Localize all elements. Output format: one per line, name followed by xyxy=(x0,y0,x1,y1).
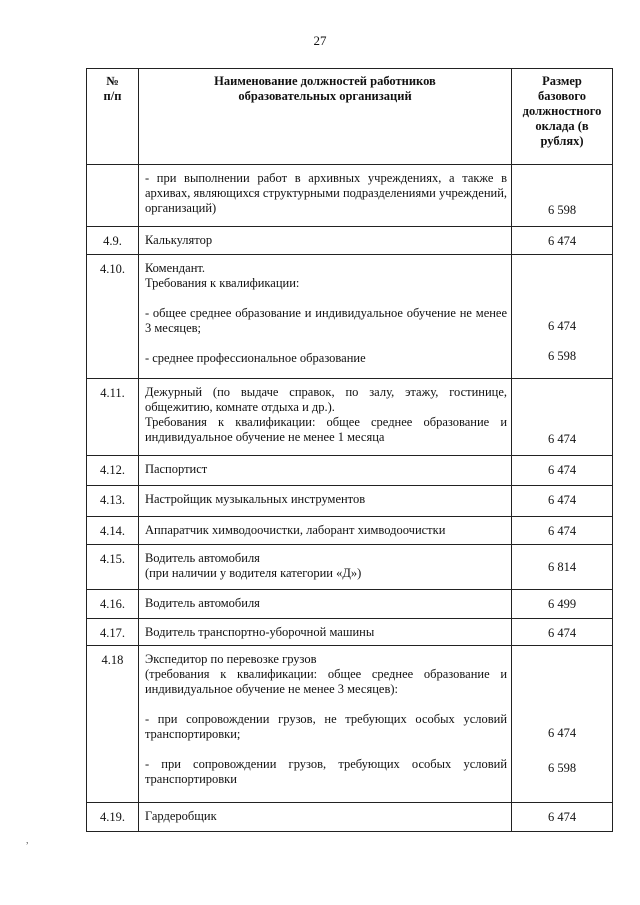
position-name xyxy=(138,255,511,379)
salary-value: 6 474 xyxy=(512,227,613,255)
position-name: Паспортист xyxy=(138,456,511,486)
qualification-text: Требования к квалификации: общее среднее образование и индивидуальное обучение не менее 1 месяца xyxy=(144,415,508,444)
position-name xyxy=(138,545,511,590)
salary-value: 6 474 xyxy=(512,619,613,646)
header-salary: Размер базового должностного оклада (в рублях) xyxy=(512,69,613,165)
table-row xyxy=(87,590,613,619)
salary-value: 6 499 xyxy=(512,590,613,619)
row-number: 4.14. xyxy=(87,517,139,545)
table-row xyxy=(87,486,613,517)
table-header-row xyxy=(87,69,613,165)
position-title: Экспедитор по перевозке грузов xyxy=(144,652,317,666)
salary-value: 6 474 xyxy=(512,486,613,517)
position-name: Аппаратчик химводоочистки, лаборант химводоочистки xyxy=(138,517,511,545)
position-name: Настройщик музыкальных инструментов xyxy=(138,486,511,517)
salary-cell xyxy=(512,255,613,379)
salary-cell xyxy=(512,165,613,227)
position-name: Гардеробщик xyxy=(138,803,511,832)
position-name xyxy=(138,165,511,227)
table-row xyxy=(87,227,613,255)
salary-value: 6 598 xyxy=(547,761,577,775)
qualification-item: - при сопровождении грузов, не требующих особых условий транспортировки; xyxy=(144,712,508,741)
qualification-text: (требования к квалификации: общее среднее образование и индивидуальное обучение не менее 3 месяцев): xyxy=(144,667,508,696)
salary-value: 6 598 xyxy=(547,203,577,217)
table-row xyxy=(87,165,613,227)
position-name: Водитель транспортно-уборочной машины xyxy=(138,619,511,646)
qualification-heading: Требования к квалификации: xyxy=(144,276,300,290)
salary-value: 6 474 xyxy=(547,319,577,333)
table-row xyxy=(87,646,613,803)
row-number: 4.9. xyxy=(87,227,139,255)
row-number: 4.18 xyxy=(87,646,139,803)
position-note: (при наличии у водителя категории «Д») xyxy=(144,566,362,580)
row-number: 4.17. xyxy=(87,619,139,646)
position-name xyxy=(138,379,511,456)
table-row xyxy=(87,803,613,832)
row-number: 4.11. xyxy=(87,379,139,456)
position-title: Комендант. xyxy=(144,261,206,275)
salary-value: 6 814 xyxy=(547,560,577,574)
header-number: № п/п xyxy=(87,69,139,165)
salary-value: 6 474 xyxy=(512,803,613,832)
row-number: 4.15. xyxy=(87,545,139,590)
position-text: Дежурный (по выдаче справок, по залу, этажу, гостинице, общежитию, комнате отдыха и др.). xyxy=(144,385,508,414)
salary-value: 6 598 xyxy=(547,349,577,363)
salary-cell xyxy=(512,545,613,590)
table-row xyxy=(87,517,613,545)
salary-value: 6 474 xyxy=(547,432,577,446)
salary-value: 6 474 xyxy=(512,517,613,545)
salary-table xyxy=(86,68,613,832)
qualification-item: - общее среднее образование и индивидуальное обучение не менее 3 месяцев; xyxy=(144,306,508,335)
position-text: - при выполнении работ в архивных учреждениях, а также в архивах, являющихся структурными подразделениями учреждений, организаций) xyxy=(144,171,508,215)
salary-cell xyxy=(512,379,613,456)
row-number xyxy=(87,165,139,227)
qualification-item: - при сопровождении грузов, требующих особых условий транспортировки xyxy=(144,757,508,786)
table-row xyxy=(87,456,613,486)
position-title: Водитель автомобиля xyxy=(144,551,260,565)
row-number: 4.16. xyxy=(87,590,139,619)
table-row xyxy=(87,619,613,646)
qualification-item: - среднее профессиональное образование xyxy=(144,351,366,365)
page-number: 27 xyxy=(313,33,327,48)
salary-value: 6 474 xyxy=(547,726,577,740)
scan-mark: , xyxy=(26,835,29,846)
salary-cell xyxy=(512,646,613,803)
position-name: Калькулятор xyxy=(138,227,511,255)
position-name: Водитель автомобиля xyxy=(138,590,511,619)
row-number: 4.10. xyxy=(87,255,139,379)
row-number: 4.19. xyxy=(87,803,139,832)
table-row xyxy=(87,255,613,379)
row-number: 4.12. xyxy=(87,456,139,486)
position-name xyxy=(138,646,511,803)
row-number: 4.13. xyxy=(87,486,139,517)
table-row xyxy=(87,379,613,456)
table-row xyxy=(87,545,613,590)
header-position-name: Наименование должностей работников образовательных организаций xyxy=(138,69,511,165)
salary-value: 6 474 xyxy=(512,456,613,486)
